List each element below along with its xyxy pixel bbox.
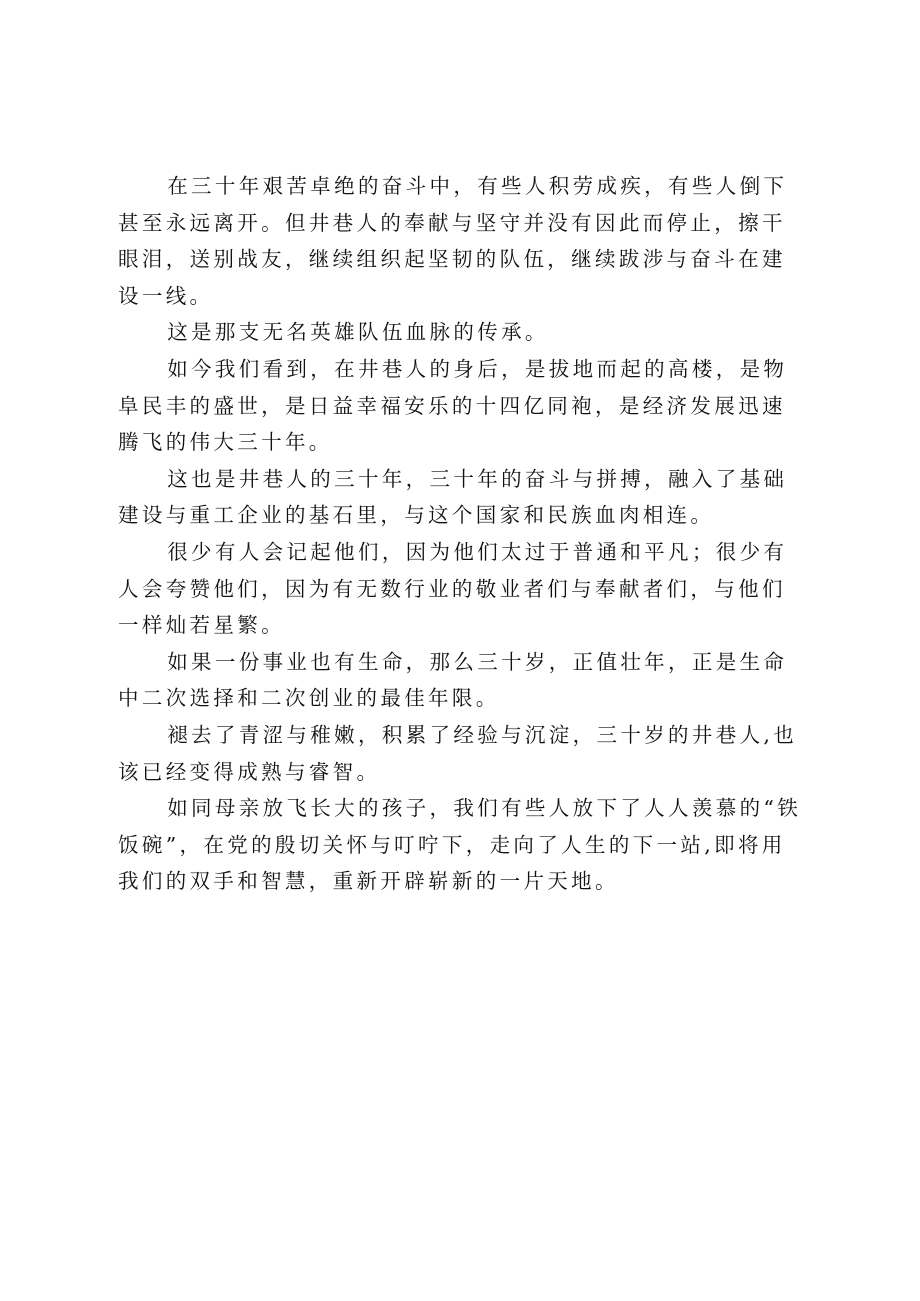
paragraph-7: 褪去了青涩与稚嫩，积累了经验与沉淀，三十岁的井巷人,也该已经变得成熟与睿智。 bbox=[118, 722, 798, 784]
paragraph-5: 很少有人会记起他们，因为他们太过于普通和平凡；很少有人会夸赞他们，因为有无数行业的敬业者们与奉献者们，与他们一样灿若星繁。 bbox=[118, 539, 788, 638]
paragraph-4: 这也是井巷人的三十年，三十年的奋斗与拼搏，融入了基础建设与重工企业的基石里，与这个国家和民族血肉相连。 bbox=[118, 466, 788, 528]
paragraph-8: 如同母亲放飞长大的孩子，我们有些人放下了人人羡慕的“铁饭碗”，在党的殷切关怀与叮咛下，走向了人生的下一站,即将用我们的双手和智慧，重新开辟崭新的一片天地。 bbox=[118, 796, 802, 894]
article-body bbox=[118, 168, 802, 900]
paragraph-1: 在三十年艰苦卓绝的奋斗中，有些人积劳成疾，有些人倒下甚至永远离开。但井巷人的奉献与坚守并没有因此而停止，擦干眼泪，送别战友，继续组织起坚韧的队伍，继续跋涉与奋斗在建设一线。 bbox=[118, 174, 788, 308]
paragraph-3: 如今我们看到，在井巷人的身后，是拔地而起的高楼，是物阜民丰的盛世，是日益幸福安乐的十四亿同袍，是经济发展迅速腾飞的伟大三十年。 bbox=[118, 356, 788, 455]
paragraph-2: 这是那支无名英雄队伍血脉的传承。 bbox=[167, 320, 549, 345]
paragraph-6: 如果一份事业也有生命，那么三十岁，正值壮年，正是生命中二次选择和二次创业的最佳年限。 bbox=[118, 649, 788, 711]
